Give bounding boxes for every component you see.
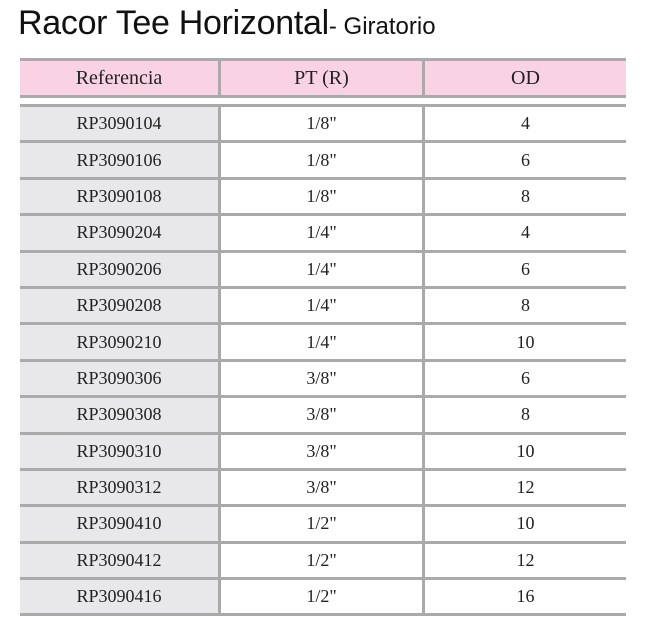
cell-od: 8 bbox=[422, 398, 626, 434]
cell-od: 6 bbox=[422, 362, 626, 398]
cell-pt: 1/4" bbox=[218, 216, 422, 252]
table-row bbox=[20, 398, 626, 434]
header-row bbox=[20, 58, 626, 98]
cell-pt: 1/4" bbox=[218, 289, 422, 325]
cell-pt: 1/8" bbox=[218, 107, 422, 143]
header-spacer bbox=[20, 98, 626, 107]
cell-referencia: RP3090106 bbox=[20, 143, 218, 179]
table-body bbox=[20, 98, 626, 616]
cell-pt: 1/2" bbox=[218, 507, 422, 543]
table-header bbox=[20, 58, 626, 98]
cell-referencia: RP3090210 bbox=[20, 325, 218, 361]
table-row bbox=[20, 580, 626, 616]
cell-pt: 1/4" bbox=[218, 325, 422, 361]
cell-od: 8 bbox=[422, 180, 626, 216]
cell-pt: 3/8" bbox=[218, 398, 422, 434]
cell-od: 10 bbox=[422, 325, 626, 361]
table-row bbox=[20, 289, 626, 325]
table-row bbox=[20, 253, 626, 289]
product-table bbox=[20, 58, 626, 616]
table-row bbox=[20, 471, 626, 507]
table-row bbox=[20, 362, 626, 398]
title-main: Racor Tee Horizontal bbox=[18, 4, 329, 42]
cell-referencia: RP3090204 bbox=[20, 216, 218, 252]
cell-referencia: RP3090412 bbox=[20, 544, 218, 580]
cell-od: 10 bbox=[422, 507, 626, 543]
table-row bbox=[20, 107, 626, 143]
table-row bbox=[20, 143, 626, 179]
cell-pt: 3/8" bbox=[218, 435, 422, 471]
cell-referencia: RP3090206 bbox=[20, 253, 218, 289]
cell-referencia: RP3090208 bbox=[20, 289, 218, 325]
cell-od: 10 bbox=[422, 435, 626, 471]
cell-od: 8 bbox=[422, 289, 626, 325]
cell-referencia: RP3090306 bbox=[20, 362, 218, 398]
table-row bbox=[20, 216, 626, 252]
page-title bbox=[18, 6, 436, 40]
table-row bbox=[20, 507, 626, 543]
cell-od: 4 bbox=[422, 216, 626, 252]
header-pt: PT (R) bbox=[218, 58, 422, 98]
header-od: OD bbox=[422, 58, 626, 98]
cell-pt: 3/8" bbox=[218, 362, 422, 398]
cell-referencia: RP3090108 bbox=[20, 180, 218, 216]
table-row bbox=[20, 180, 626, 216]
cell-pt: 1/4" bbox=[218, 253, 422, 289]
cell-od: 6 bbox=[422, 253, 626, 289]
table-row bbox=[20, 544, 626, 580]
cell-referencia: RP3090308 bbox=[20, 398, 218, 434]
cell-od: 16 bbox=[422, 580, 626, 616]
table-row bbox=[20, 325, 626, 361]
cell-od: 4 bbox=[422, 107, 626, 143]
cell-od: 12 bbox=[422, 471, 626, 507]
cell-referencia: RP3090410 bbox=[20, 507, 218, 543]
cell-od: 12 bbox=[422, 544, 626, 580]
title-subtitle: - Giratorio bbox=[328, 13, 436, 40]
header-referencia: Referencia bbox=[20, 58, 218, 98]
cell-referencia: RP3090104 bbox=[20, 107, 218, 143]
cell-pt: 3/8" bbox=[218, 471, 422, 507]
cell-pt: 1/8" bbox=[218, 180, 422, 216]
cell-pt: 1/2" bbox=[218, 580, 422, 616]
spacer-cell bbox=[20, 98, 626, 107]
cell-referencia: RP3090310 bbox=[20, 435, 218, 471]
cell-referencia: RP3090416 bbox=[20, 580, 218, 616]
cell-od: 6 bbox=[422, 143, 626, 179]
cell-pt: 1/8" bbox=[218, 143, 422, 179]
table-row bbox=[20, 435, 626, 471]
cell-referencia: RP3090312 bbox=[20, 471, 218, 507]
cell-pt: 1/2" bbox=[218, 544, 422, 580]
